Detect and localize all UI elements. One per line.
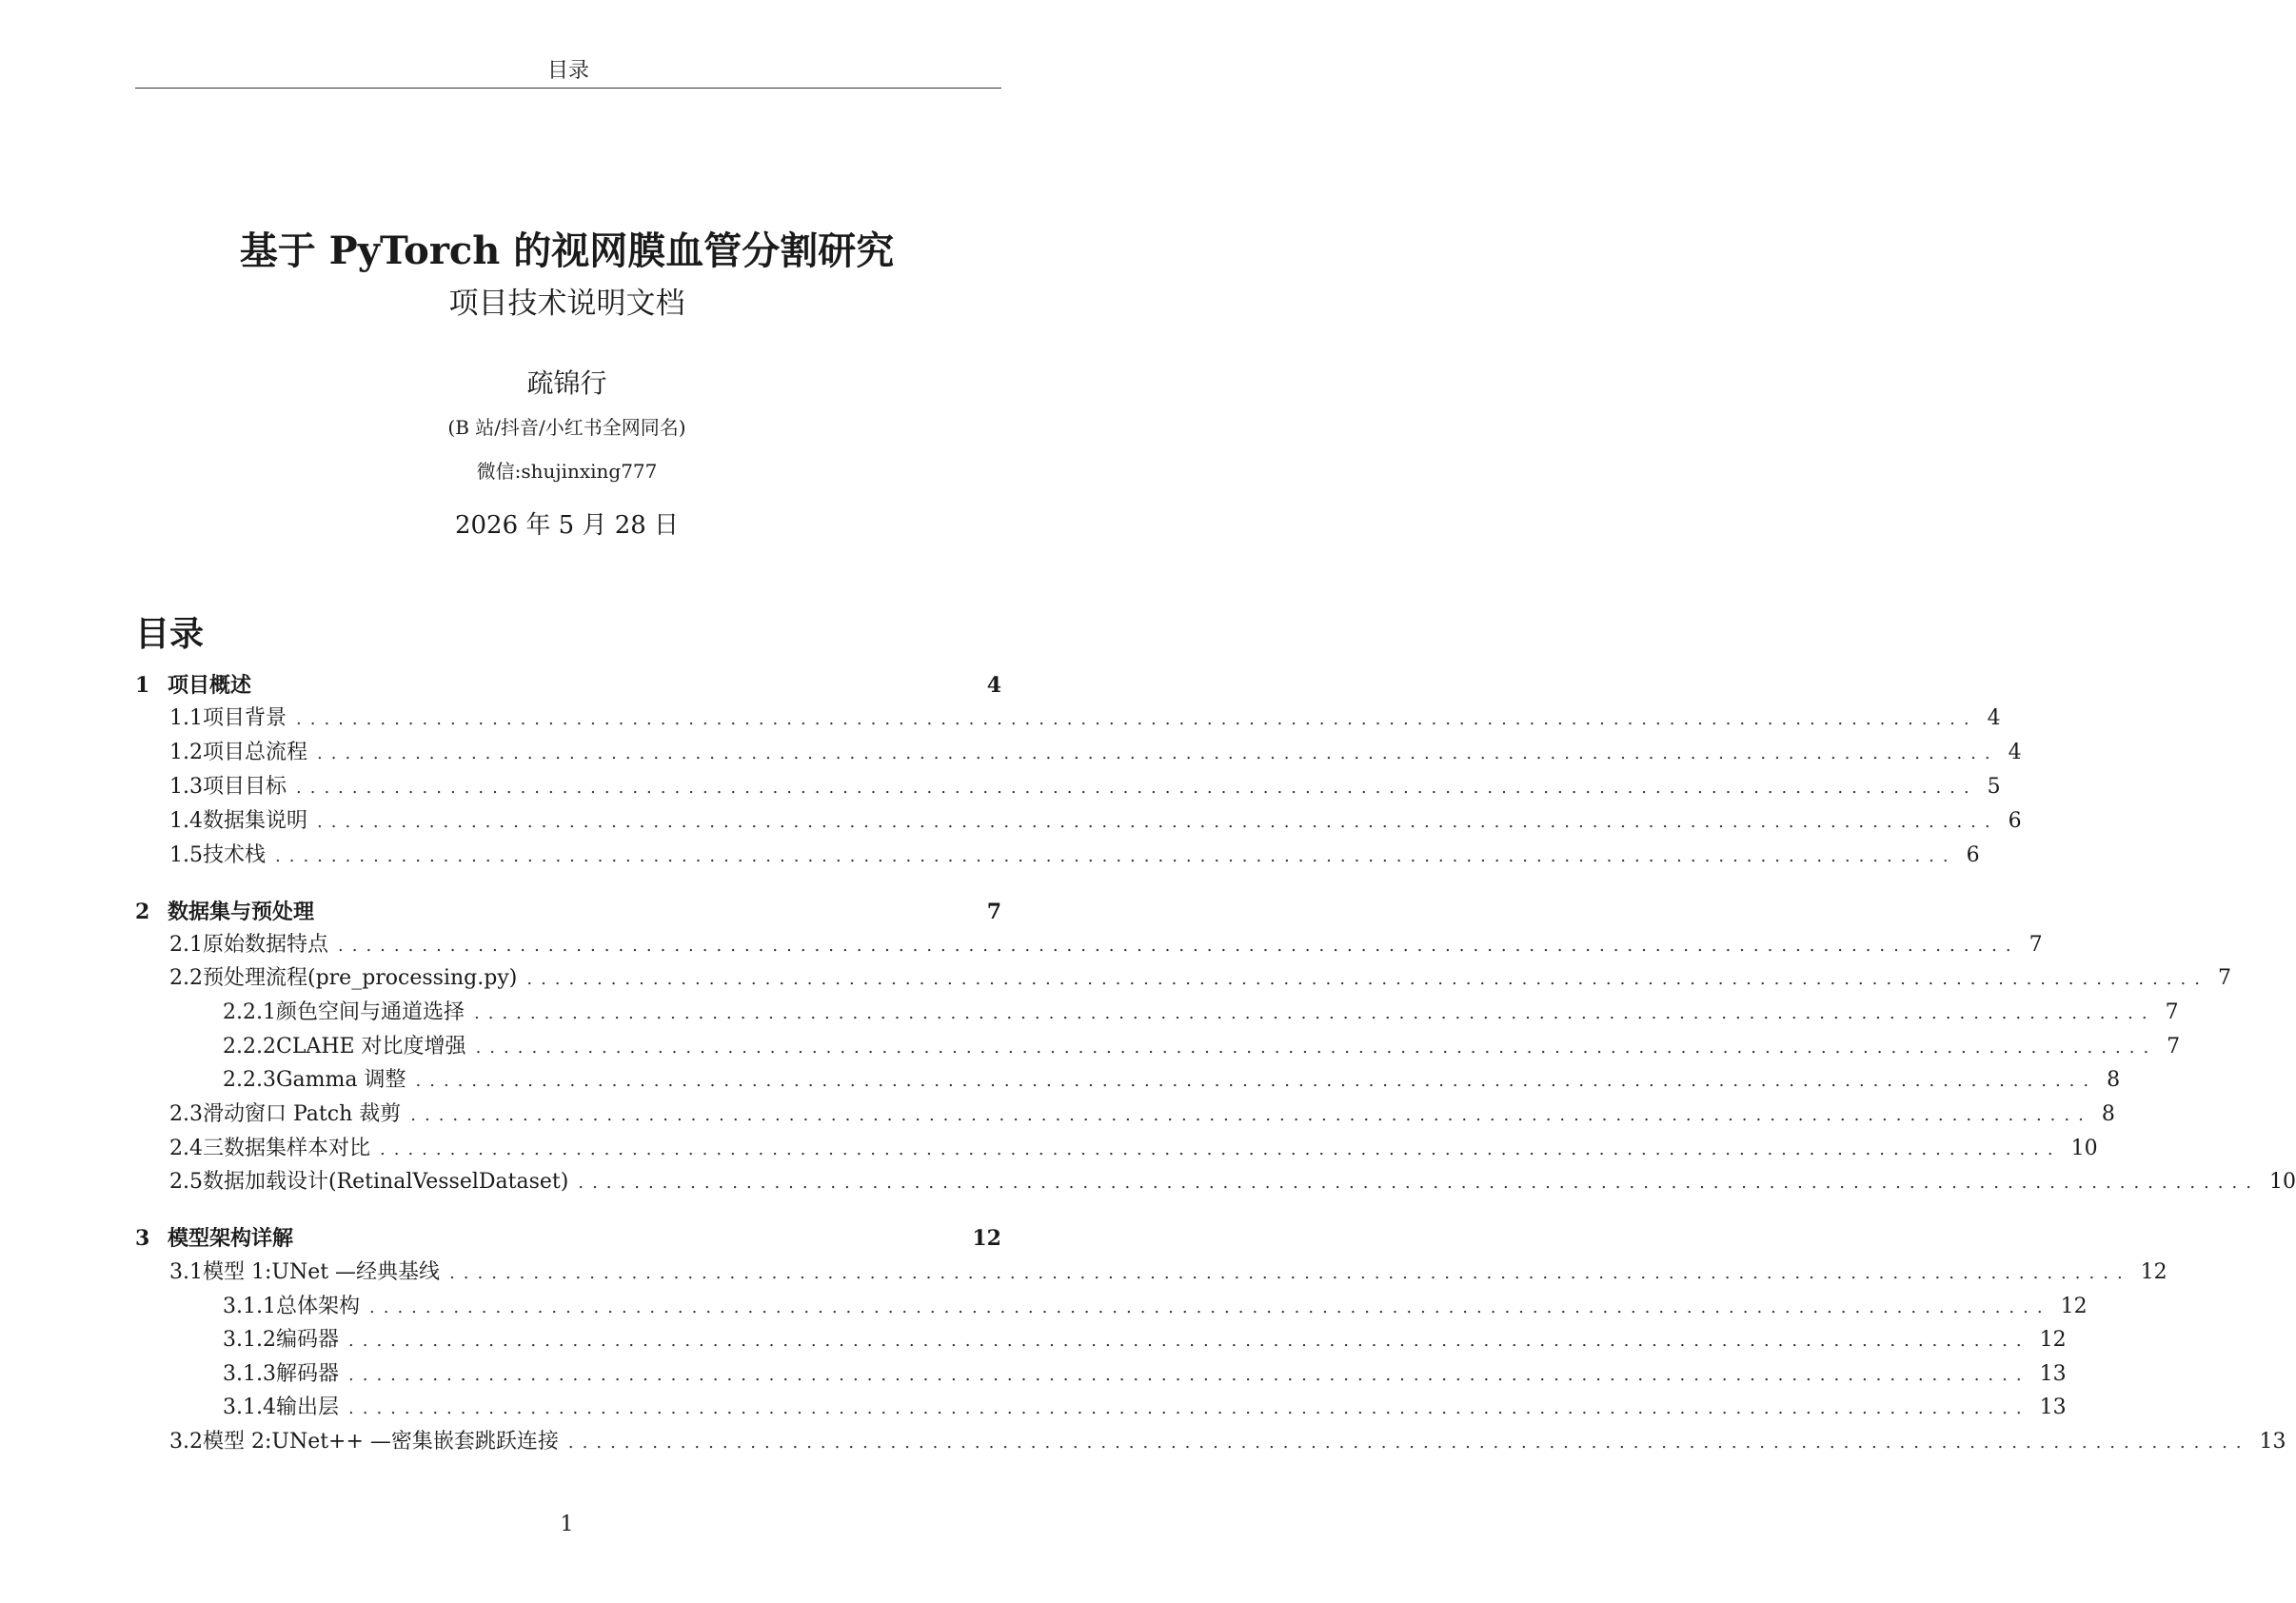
toc-entry-label: 预处理流程(pre_processing.py) [203,966,518,990]
toc-entry-page: 4 [986,673,1001,698]
toc-subsubsection-entry[interactable] [135,1326,2067,1355]
toc-entry-label: CLAHE 对比度增强 [275,1035,466,1059]
toc-entry-number: 2 [135,900,150,924]
toc-subsubsection-entry[interactable] [135,1066,2121,1095]
toc-dot-leader: ........................................................................................................................ [410,1105,2092,1125]
author-wechat: 微信:shujinxing777 [476,460,658,483]
toc-section-entry[interactable] [135,898,1001,926]
toc-entry-page: 10 [2268,1170,2296,1194]
toc-dot-leader: ........................................................................................................................ [296,709,1978,729]
author-name: 疏锦行 [526,367,607,399]
toc-dot-leader: ........................................................................................................................ [348,1365,2030,1385]
document-date: 2026 年 5 月 28 日 [454,511,680,540]
toc-dot-leader: ........................................................................................................................ [415,1071,2098,1091]
toc-entry-page: 7 [2029,933,2043,957]
toc-entry-page: 6 [2008,809,2022,833]
toc-subsection-entry[interactable] [135,841,1980,870]
toc-entry-number: 3 [135,1226,150,1251]
toc-entry-label: 技术栈 [203,843,267,867]
toc-entry-label: 输出层 [275,1395,339,1419]
toc-entry-page: 7 [2217,966,2231,990]
running-head: 目录 [546,59,589,83]
toc-dot-leader: ........................................................................................................................ [380,1139,2062,1159]
toc-entry-page: 5 [1987,775,2001,799]
toc-entry-label: 数据集说明 [203,809,308,833]
toc-entry-number: 2.3 [169,1102,203,1126]
toc-subsubsection-entry[interactable] [135,1293,2088,1321]
toc-entry-number: 1.3 [169,775,203,799]
toc-entry-page: 12 [2060,1295,2088,1318]
toc-entry-page: 7 [2167,1035,2181,1059]
toc-dot-leader: ........................................................................................................................ [338,936,2020,956]
toc-subsection-entry[interactable] [135,1135,2098,1163]
toc-subsubsection-entry[interactable] [135,1033,2181,1061]
toc-entry-number: 1.4 [169,809,203,833]
toc-entry-label: 数据集与预处理 [168,900,315,924]
toc-entry-page: 7 [986,900,1001,924]
toc-entry-label: 编码器 [275,1328,339,1352]
toc-entry-label: 原始数据特点 [203,933,329,957]
toc-subsubsection-entry[interactable] [135,1394,2067,1422]
toc-entry-label: 项目概述 [168,673,252,698]
toc-subsection-entry[interactable] [135,931,2043,960]
toc-entry-page: 4 [1987,706,2001,730]
toc-dot-leader: ........................................................................................................................ [275,846,1957,866]
toc-entry-label: 模型 2:UNet++ —密集嵌套跳跃连接 [203,1430,559,1454]
toc-entry-number: 3.1.1 [223,1295,276,1318]
toc-entry-number: 1.2 [169,741,203,764]
toc-entry-number: 3.2 [169,1430,203,1454]
toc-dot-leader: ........................................................................................................................ [296,778,1978,798]
toc-entry-page: 12 [2140,1260,2167,1284]
toc-subsection-entry[interactable] [135,773,2001,802]
page-number: 1 [560,1513,574,1536]
toc-entry-number: 3.1.3 [223,1362,276,1386]
toc-entry-number: 3.1.4 [223,1395,276,1419]
toc-heading: 目录 [135,614,205,654]
toc-entry-number: 1 [135,673,150,698]
toc-entry-number: 2.4 [169,1137,203,1160]
toc-entry-label: 项目总流程 [203,741,308,764]
toc-subsection-entry[interactable] [135,704,2001,733]
toc-entry-label: Gamma 调整 [275,1068,406,1092]
toc-entry-number: 1.5 [169,843,203,867]
toc-entry-page: 10 [2070,1137,2098,1160]
toc-entry-page: 8 [2107,1068,2121,1092]
toc-subsection-entry[interactable] [135,964,2231,993]
toc-dot-leader: ........................................................................................................................ [317,743,1999,763]
toc-dot-leader: ........................................................................................................................ [578,1173,2260,1193]
toc-subsection-entry[interactable] [135,1258,2167,1287]
toc-entry-label: 总体架构 [275,1295,360,1318]
toc-entry-label: 颜色空间与通道选择 [275,1000,465,1024]
toc-entry-page: 7 [2165,1000,2179,1024]
toc-entry-page: 13 [2039,1395,2067,1419]
toc-entry-label: 模型 1:UNet —经典基线 [203,1260,441,1284]
toc-section-entry[interactable] [135,671,1001,700]
toc-dot-leader: ........................................................................................................................ [369,1297,2051,1317]
toc-entry-page: 8 [2101,1102,2115,1126]
toc-entry-number: 2.2.3 [223,1068,276,1092]
toc-entry-label: 解码器 [275,1362,339,1386]
toc-entry-number: 3.1.2 [223,1328,276,1352]
toc-entry-number: 2.1 [169,933,203,957]
toc-entry-number: 2.2.1 [223,1000,276,1024]
toc-entry-page: 12 [2039,1328,2067,1352]
toc-dot-leader: ........................................................................................................................ [348,1398,2030,1418]
toc-entry-page: 12 [972,1226,1001,1251]
toc-subsection-entry[interactable] [135,1428,2286,1456]
toc-entry-label: 数据加载设计(RetinalVesselDataset) [203,1170,569,1194]
toc-entry-number: 2.2 [169,966,203,990]
toc-entry-number: 2.2.2 [223,1035,276,1059]
toc-dot-leader: ........................................................................................................................ [317,812,1999,832]
toc-entry-page: 13 [2259,1430,2286,1454]
toc-subsection-entry[interactable] [135,1100,2115,1129]
toc-entry-page: 4 [2008,741,2022,764]
toc-entry-number: 1.1 [169,706,203,730]
toc-subsubsection-entry[interactable] [135,1360,2067,1389]
toc-entry-number: 2.5 [169,1170,203,1194]
document-title: 基于 PyTorch 的视网膜血管分割研究 [239,228,895,273]
toc-dot-leader: ........................................................................................................................ [474,1003,2156,1023]
toc-entry-page: 6 [1966,843,1980,867]
toc-section-entry[interactable] [135,1224,1001,1253]
toc-subsection-entry[interactable] [135,739,2022,767]
toc-subsection-entry[interactable] [135,807,2022,836]
toc-dot-leader: ........................................................................................................................ [526,969,2208,989]
toc-entry-number: 3.1 [169,1260,203,1284]
toc-dot-leader: ........................................................................................................................ [475,1038,2158,1058]
toc-dot-leader: ........................................................................................................................ [449,1263,2131,1283]
header-rule [135,88,1001,89]
toc-entry-page: 13 [2039,1362,2067,1386]
document-subtitle: 项目技术说明文档 [448,287,685,321]
toc-entry-label: 模型架构详解 [168,1226,294,1251]
toc-entry-label: 项目目标 [203,775,287,799]
toc-entry-label: 滑动窗口 Patch 裁剪 [203,1102,402,1126]
toc-dot-leader: ........................................................................................................................ [567,1433,2250,1453]
toc-subsubsection-entry[interactable] [135,999,2179,1027]
toc-subsection-entry[interactable] [135,1168,2296,1197]
toc-entry-label: 项目背景 [203,706,287,730]
toc-dot-leader: ........................................................................................................................ [348,1331,2030,1351]
toc-entry-label: 三数据集样本对比 [203,1137,371,1160]
author-affiliation: (B 站/抖音/小红书全网同名) [447,416,686,439]
